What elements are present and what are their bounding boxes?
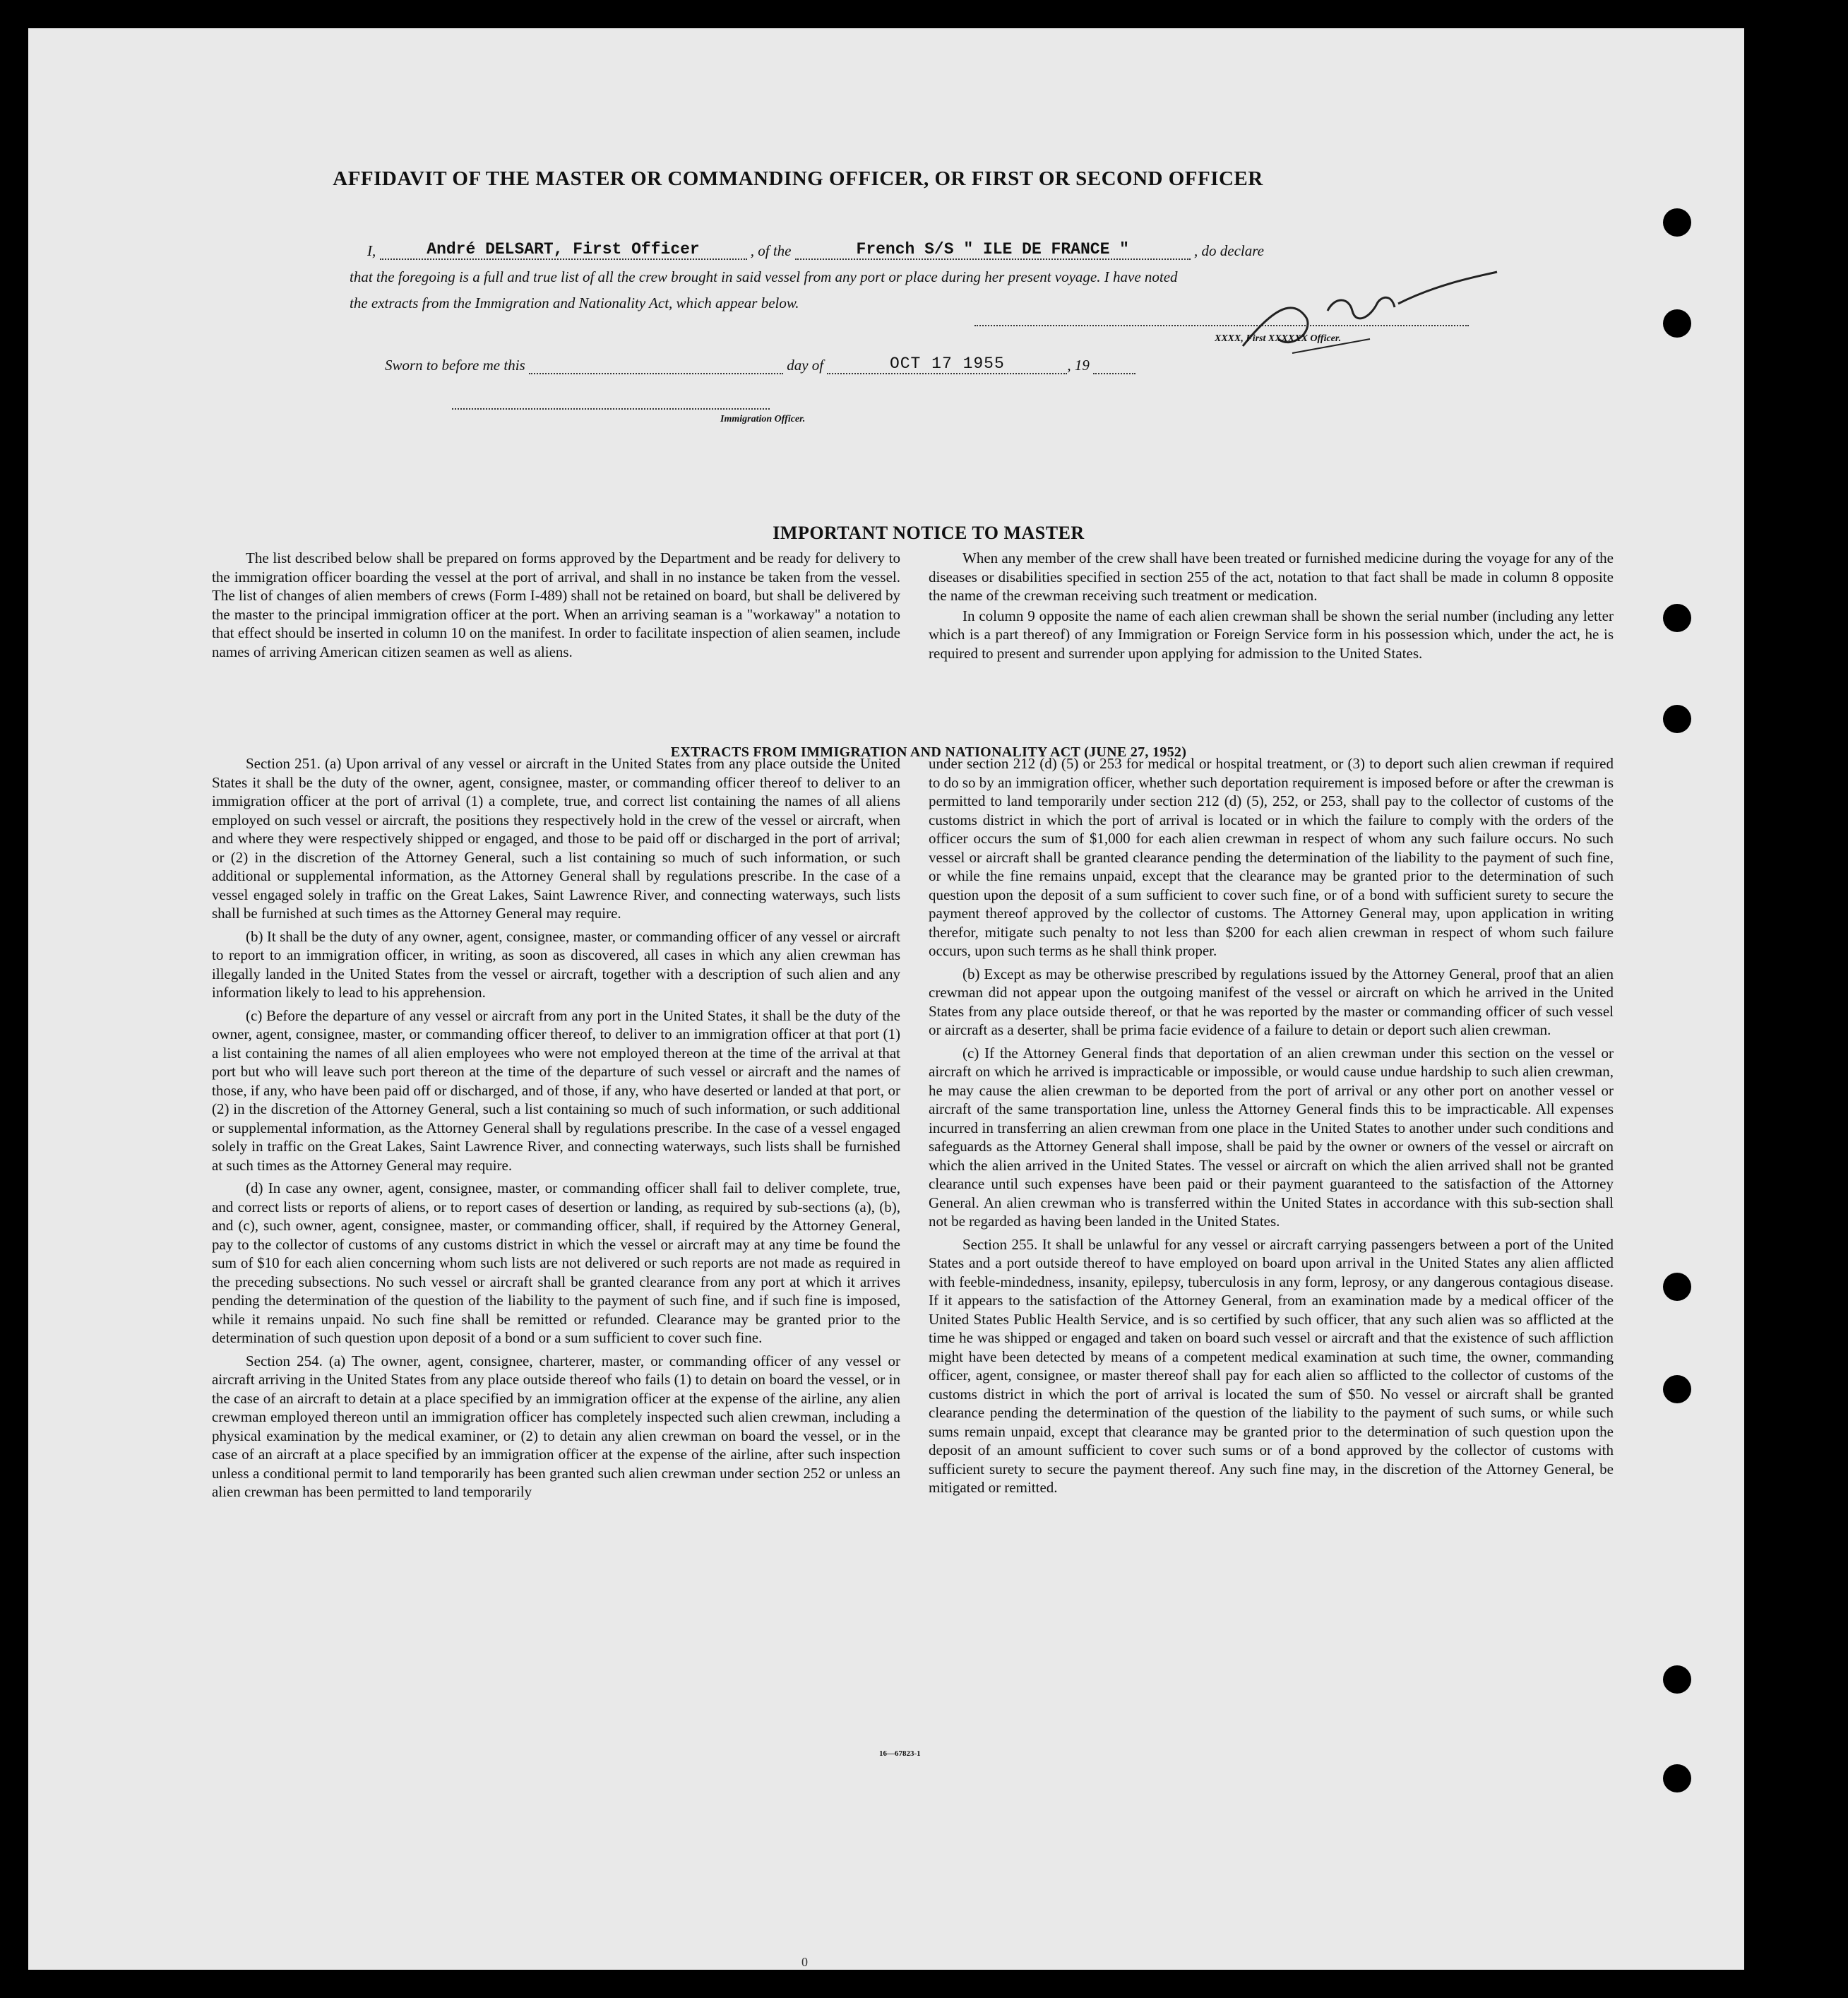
notice-right-column — [929, 549, 1614, 667]
day-of-label: day of — [787, 357, 824, 374]
immigration-officer-caption: Immigration Officer. — [720, 414, 806, 424]
officer-name: André DELSART, First Officer — [427, 240, 700, 258]
vessel-name: French S/S " ILE DE FRANCE " — [856, 240, 1129, 258]
declaration-line-1 — [367, 240, 1264, 260]
binder-hole — [1663, 208, 1691, 237]
section-251-d: (d) In case any owner, agent, consignee, master, or commanding officer shall fail to deliver complete, true, and correct lists or reports of aliens, or to report cases of desertion or landing, as required by sub-sections (a), (b), and (c), such owner, agent, consignee, master, or commanding officer, shall, if required by the Attorney General, pay to the collector of customs of any customs district in which the vessel or aircraft may at any time be found the sum of $10 for each alien concerning whom such lists are not delivered or such reports are not made as required in the preceding subsections. No such vessel or aircraft shall be granted clearance from any port at which it arrives pending the determination of the question of the liability to the payment of such fine, and if such fine is imposed, while it remains unpaid. No such fine shall be remitted or refunded. Clearance may be granted prior to the determination of such question upon deposit of a bond or a sum sufficient to cover such fine. — [212, 1179, 900, 1346]
year-prefix: , 19 — [1067, 357, 1090, 374]
officer-signature — [1229, 268, 1511, 360]
section-254-c: (c) If the Attorney General finds that deportation of an alien crewman under this section on the vessel or aircraft on which he arrived is impracticable or impossible, or would cause undue hardship to such alien crewman, he may cause the alien crewman to be deported from the port of arrival or any other port on another vessel or aircraft of the same transportation line, unless the Attorney General finds this to be impracticable. All expenses incurred in transferring an alien crewman from one place in the United States to another under such conditions and safeguards as the Attorney General shall impose, shall be paid by the owner or owners of the vessel or aircraft on which the alien arrived in the United States. The vessel or aircraft on which the alien arrived shall not be granted clearance until such expenses have been paid or their payment guaranteed to the satisfaction of the Attorney General. An alien crewman who is transferred within the United States in accordance with this sub-section shall not be regarded as having been landed in the United States. — [929, 1044, 1614, 1230]
sworn-line — [385, 355, 1135, 374]
binder-hole — [1663, 1273, 1691, 1301]
extracts-left-column — [212, 754, 900, 1506]
section-254-a-cont: under section 212 (d) (5) or 253 for medical or hospital treatment, or (3) to deport such alien crewman if required to do so by an immigration officer, whether such deportation requirement is imposed before or after the crewman is permitted to land temporarily under section 212 (d) (5), 252, or 253, shall pay to the collector of customs of the customs district in which the port of arrival is located or in which the failure to comply with the orders of the officer occurs the sum of $1,000 for each alien crewman in respect of whom any such failure occurs. No such vessel or aircraft shall be granted clearance pending the determination of the liability to the payment of such fine, or while the fine remains unpaid, except that the clearance may be granted prior to the determination of such question upon the deposit of a sum sufficient to cover such fine, or of a bond with sufficient surety to secure the payment thereof approved by the collector of customs. The Attorney General may, upon application in writing therefor, mitigate such penalty to not less than $200 for each alien crewman in respect of whom such failure occurs, upon such terms as he shall think proper. — [929, 755, 1614, 959]
binder-hole — [1663, 1764, 1691, 1792]
declaration-line-2: that the foregoing is a full and true list of all the crew brought in said vessel from any port or place during her present voyage. I have noted — [350, 268, 1178, 285]
document-page — [28, 28, 1744, 1970]
sworn-prefix: Sworn to before me this — [385, 357, 525, 374]
of-the-label: , of the — [750, 242, 792, 259]
signature-caption: XXXX, First XXXXXX Officer. — [1215, 333, 1342, 344]
page-mark: 0 — [801, 1955, 808, 1969]
binder-hole — [1663, 1665, 1691, 1694]
declaration-line-3: the extracts from the Immigration and Nationality Act, which appear below. — [350, 295, 799, 311]
do-declare-label: , do declare — [1194, 242, 1264, 259]
notice-right-paragraph-1: When any member of the crew shall have been treated or furnished medicine during the voyage for any of the diseases or disabilities specified in section 255 of the act, notation to that fact shall be made in column 8 opposite the name of the crewman receiving such treatment or medication. — [929, 549, 1614, 604]
notice-right-paragraph-2: In column 9 opposite the name of each alien crewman shall be shown the serial number (including any letter which is a part thereof) of any Immigration or Foreign Service form in his possession which, under the act, he is required to present and surrender upon applying for admission to the United States. — [929, 607, 1614, 662]
date-stamp: OCT 17 1955 — [889, 355, 1005, 373]
form-code: 16—67823-1 — [879, 1749, 921, 1758]
section-251-a: Section 251. (a) Upon arrival of any vessel or aircraft in the United States from any place outside the United States it shall be the duty of the owner, agent, consignee, master, or commanding officer thereof to deliver to an immigration officer at the port of arrival (1) a complete, true, and correct list containing the names of all aliens employed on such vessel or aircraft, the positions they respectively hold in the crew of the vessel or aircraft, when and where they were respectively shipped or engaged, and those to be paid off or discharged in the port of arrival; or (2) in the discretion of the Attorney General, such a list containing so much of such information, or such additional or supplemental information, as the Attorney General shall by regulations prescribe. In the case of a vessel engaged solely in traffic on the Great Lakes, Saint Lawrence River, and connecting waterways, such lists shall be furnished at such times as the Attorney General may require. — [212, 755, 900, 922]
extracts-title: EXTRACTS FROM IMMIGRATION AND NATIONALITY ACT (JUNE 27, 1952) — [670, 744, 1187, 760]
section-251-b: (b) It shall be the duty of any owner, agent, consignee, master, or commanding officer of any vessel or aircraft to report to an immigration officer, in writing, as soon as discovered, all cases in which any alien crewman has illegally landed in the United States from the vessel or aircraft, together with a description of such alien and any information likely to lead to his apprehension. — [212, 927, 900, 1001]
section-251-c: (c) Before the departure of any vessel or aircraft from any port in the United States, it shall be the duty of the owner, agent, consignee, master, or commanding officer thereof, to deliver to an immigration officer at that port (1) a list containing the names of all alien employees who were not employed thereon at the time of the arrival at that port but who will leave such port thereon at the time of the departure of such vessel or aircraft and the names of those, if any, who have been paid off or discharged, and of those, if any, who have deserted or landed at that port, or (2) in the discretion of the Attorney General, such a list containing so much of such information, or such additional or supplemental information, as the Attorney General shall by regulations prescribe. In the case of a vessel engaged solely in traffic on the Great Lakes, Saint Lawrence River, and connecting waterways, such lists shall be furnished at such times as the Attorney General may require. — [212, 1006, 900, 1174]
declaration-prefix: I, — [367, 242, 376, 259]
binder-hole — [1663, 705, 1691, 733]
binder-hole — [1663, 1375, 1691, 1403]
signature-line — [974, 325, 1469, 326]
extracts-right-column — [929, 754, 1614, 1502]
notice-left-paragraph: The list described below shall be prepared on forms approved by the Department and be ready for delivery to the immigration officer boarding the vessel at the port of arrival, and shall in no instance be taken from the vessel. The list of changes of alien members of crews (Form I-489) shall not be retained on board, but shall be delivered by the master to the principal immigration officer at the port. When an arriving seaman is a "workaway" a notation to that effect should be inserted in column 10 on the manifest. In order to facilitate inspection of alien seamen, include names of arriving American citizen seamen as well as aliens. — [212, 549, 900, 660]
binder-hole — [1663, 604, 1691, 632]
affidavit-title: AFFIDAVIT OF THE MASTER OR COMMANDING OFFICER, OR FIRST OR SECOND OFFICER — [333, 167, 1263, 190]
section-254-a: Section 254. (a) The owner, agent, consignee, charterer, master, or commanding officer of any vessel or aircraft arriving in the United States from any place outside thereof who fails (1) to detain on board the vessel, or in the case of an aircraft to detain at a place specified by an immigration officer at the expense of the airline, any alien crewman employed thereon until an immigration officer has completely inspected such alien crewman, including a physical examination by the medical examiner, or (2) to detain any alien crewman on board the vessel, or in the case of an aircraft at a place specified by an immigration officer at the expense of the airline, after such inspection unless a conditional permit to land temporarily has been granted such alien crewman under section 252 or unless an alien crewman has been permitted to land temporarily — [212, 1352, 900, 1500]
section-254-b: (b) Except as may be otherwise prescribed by regulations issued by the Attorney General, proof that an alien crewman did not appear upon the outgoing manifest of the vessel or aircraft on which he arrived in the United States from any place outside thereof, or that he was reported by the master or commanding officer of such vessel or aircraft as a deserter, shall be prima facie evidence of a failure to detain or deport such alien crewman. — [929, 965, 1614, 1038]
binder-hole — [1663, 309, 1691, 338]
immigration-officer-line — [452, 408, 770, 410]
section-255: Section 255. It shall be unlawful for any vessel or aircraft carrying passengers between a port of the United States and a port outside thereof to have employed on board upon arrival in the United States any alien afflicted with feeble-mindedness, insanity, epilepsy, tuberculosis in any form, leprosy, or any dangerous contagious disease. If it appears to the satisfaction of the Attorney General, from an examination made by a medical officer of the United States Public Health Service, and is so certified by such officer, that any such alien was so afflicted at the time he was shipped or engaged and taken on board such vessel or aircraft and that the existence of such affliction might have been detected by means of a competent medical examination at such time, the owner, commanding officer, agent, consignee, or master thereof shall pay for each alien so afflicted to the collector of customs of the customs district in which the port of arrival is located the sum of $50. No vessel or aircraft shall be granted clearance pending the determination of the question of the liability to the payment of such sums, or while such sums remain unpaid, except that clearance may be granted prior to the determination of such question upon the deposit of an amount sufficient to cover such sums or of a bond approved by the collector of customs with sufficient surety to secure the payment thereof. Any such fine may, in the discretion of the Attorney General, be mitigated or remitted. — [929, 1235, 1614, 1496]
notice-left-column — [212, 549, 900, 665]
notice-title: IMPORTANT NOTICE TO MASTER — [773, 523, 1085, 543]
